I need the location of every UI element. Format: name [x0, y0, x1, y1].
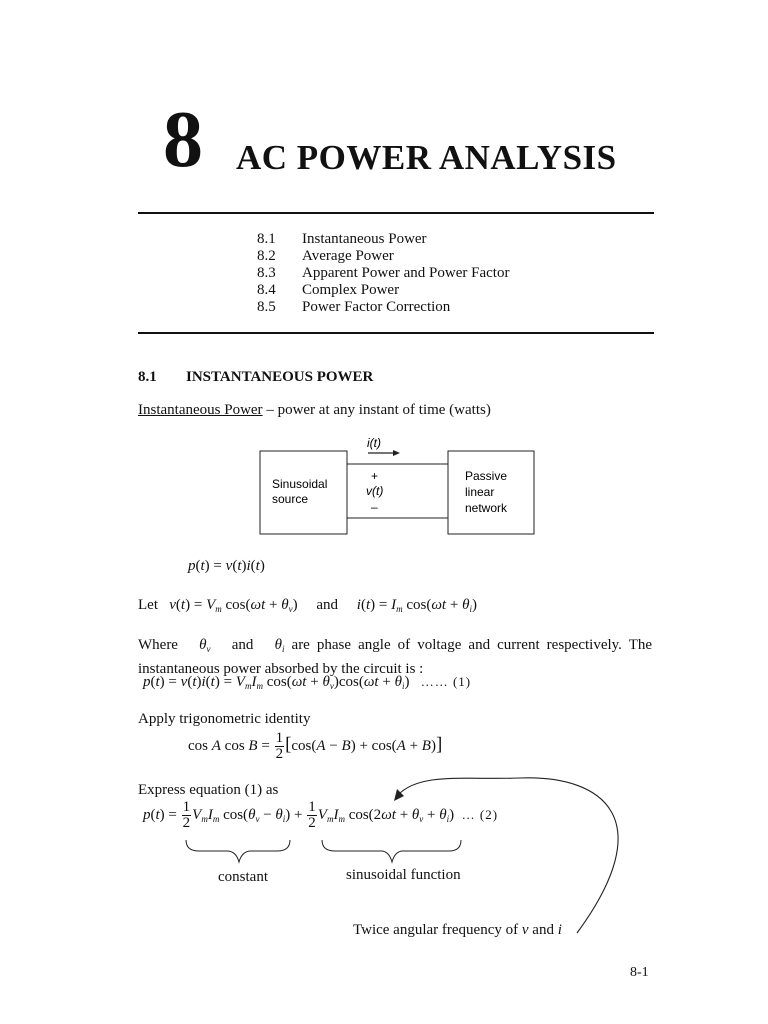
current-arrow-icon: [393, 450, 400, 456]
chapter-number: 8: [163, 96, 203, 184]
definition-text: – power at any instant of time (watts): [262, 402, 491, 418]
circuit-diagram: [240, 430, 550, 540]
minus-sign: –: [371, 500, 378, 514]
constant-brace: [186, 840, 290, 862]
chapter-title: AC POWER ANALYSIS: [236, 138, 617, 177]
constant-label: constant: [218, 869, 268, 885]
toc-item: 8.5 Power Factor Correction: [257, 299, 451, 315]
sinusoidal-brace: [322, 840, 461, 862]
plus-sign: +: [371, 469, 379, 483]
equation-pt: p(t) = v(t)i(t): [188, 558, 265, 574]
source-label-line1: Sinusoidal: [272, 477, 328, 491]
page-number: 8-1: [630, 965, 649, 980]
where-paragraph: Where $\theta_v$ and $\theta_i$ are phase angle of voltage and current respectively. The instantaneous power absorbed by the circuit is :: [138, 637, 653, 677]
toc-item: 8.1 Instantaneous Power: [257, 231, 427, 247]
voltage-label: v(t): [366, 484, 384, 498]
definition-term: Instantaneous Power: [138, 402, 263, 418]
apply-identity-text: Apply trigonometric identity: [138, 711, 311, 727]
express-text: Express equation (1) as: [138, 782, 279, 798]
definition-line: [138, 402, 491, 419]
section-heading: 8.1 INSTANTANEOUS POWER: [138, 369, 374, 385]
trig-identity: cos A cos B = $\frac{1}{2}$ [cos(A − B) + cos(A + B)]: [188, 730, 443, 762]
toc-item: 8.2 Average Power: [257, 248, 394, 264]
top-rule: [138, 212, 654, 214]
current-label: i(t): [367, 436, 381, 450]
equation-2: p(t) = $\frac{1}{2}$ $V_mI_m$ $\cos(\theta_v - \theta_i)$ + $\frac{1}{2}$ $V_mI_m$ $\cos(2\omega t + \theta_v + \theta_i)$ … (2): [143, 799, 499, 831]
twice-frequency-label: Twice angular frequency of v and i: [353, 922, 562, 938]
toc-item: 8.4 Complex Power: [257, 282, 400, 298]
network-label-line3: network: [465, 501, 508, 515]
let-line: Let $v(t) = V_m$ $\cos(\omega t + \theta_v)$ and $i(t) = I_m$ $\cos(\omega t + \theta_i)$: [138, 597, 477, 614]
network-label-line1: Passive: [465, 469, 508, 483]
source-label-line2: source: [272, 492, 309, 506]
table-of-contents: [257, 231, 509, 316]
toc-item: 8.3 Apparent Power and Power Factor: [257, 265, 510, 281]
bottom-rule: [138, 332, 654, 334]
sinusoidal-function-label: sinusoidal function: [346, 867, 461, 883]
equation-1: $p(t) = v(t)i(t) = V_mI_m$ $\cos(\omega t + \theta_v)\cos(\omega t + \theta_i)$ …… (1): [143, 674, 472, 691]
network-label-line2: linear: [465, 485, 495, 499]
